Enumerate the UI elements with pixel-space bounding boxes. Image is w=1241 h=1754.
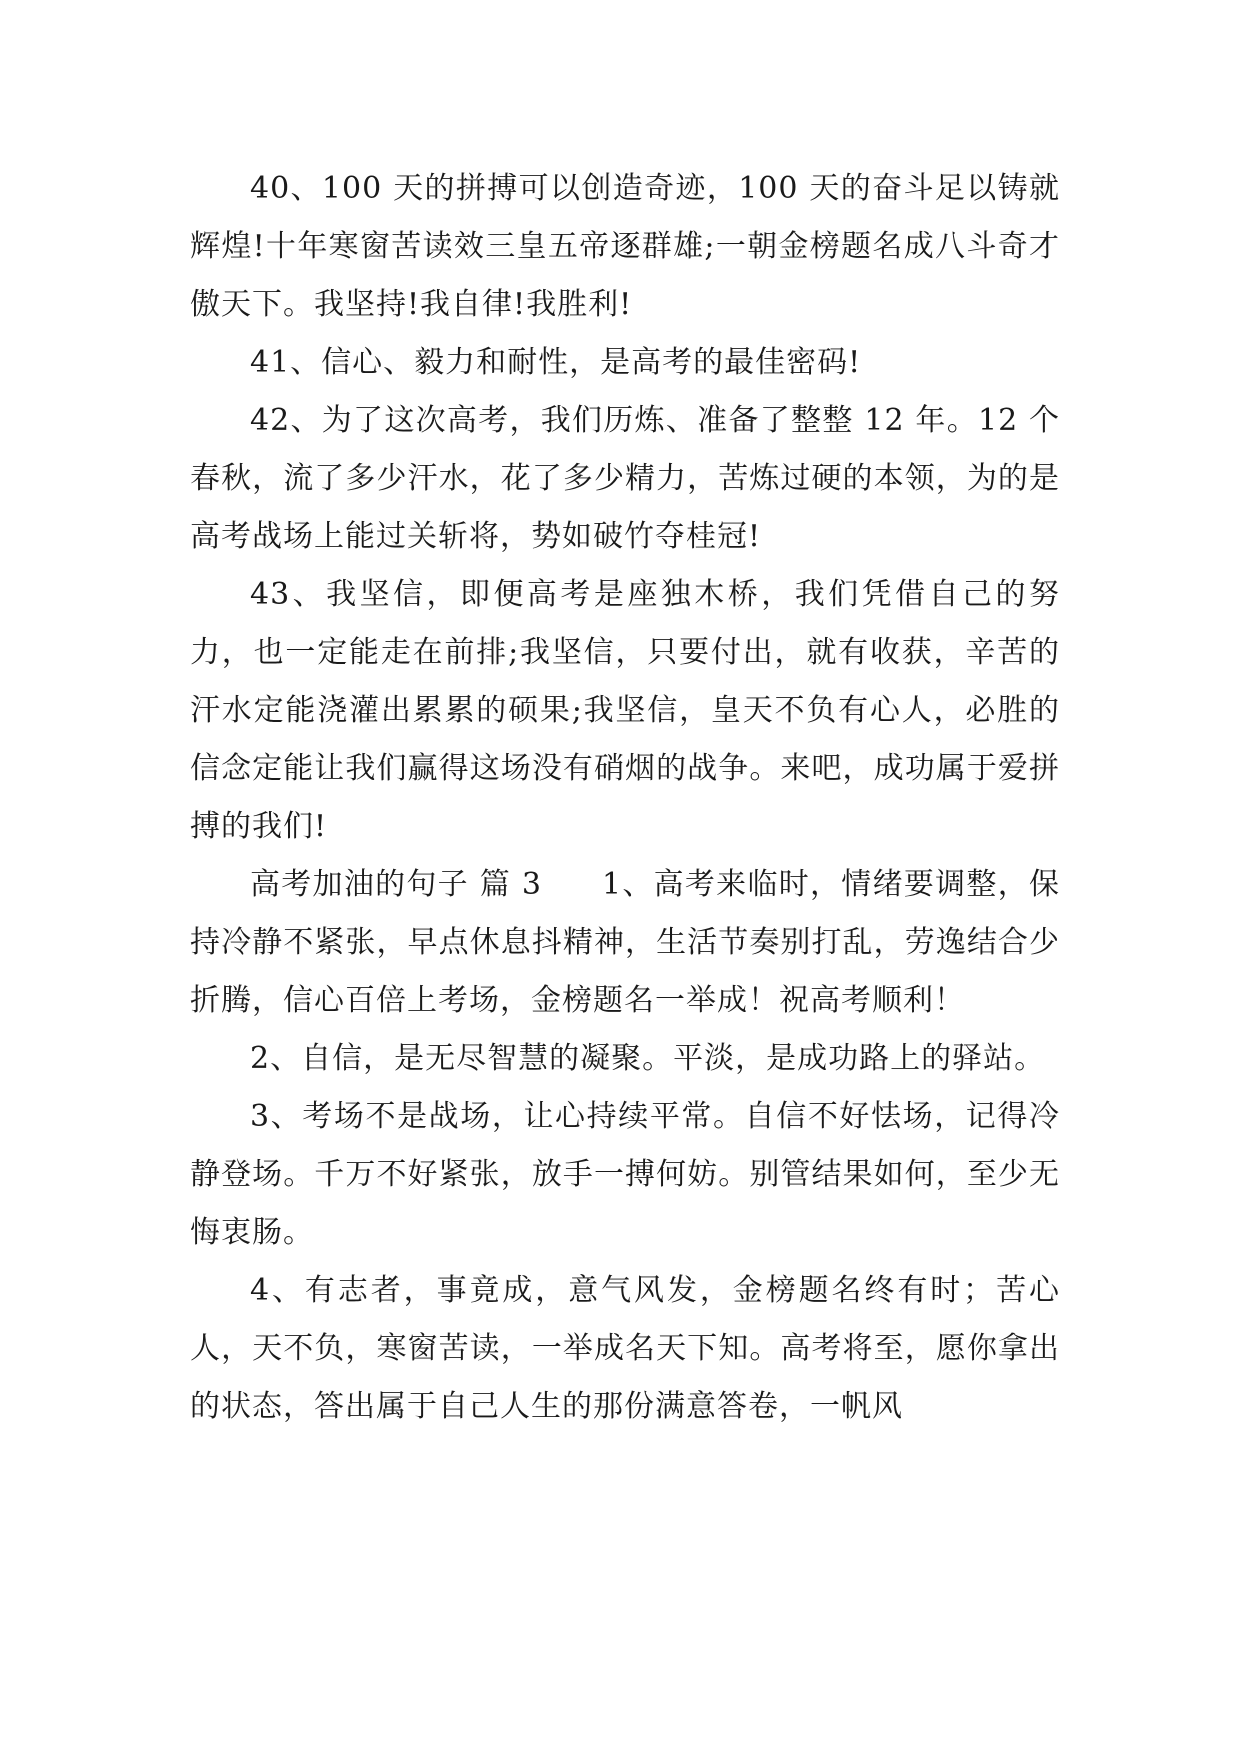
paragraph-42: 42、为了这次高考，我们历炼、准备了整整 12 年。12 个春秋，流了多少汗水，花了多少精力，苦炼过硬的本领，为的是高考战场上能过关斩将，势如破竹夺桂冠!: [190, 403, 1060, 554]
paragraph-40: 40、100 天的拼搏可以创造奇迹，100 天的奋斗足以铸就辉煌!十年寒窗苦读效三皇五帝逐群雄;一朝金榜题名成八斗奇才傲天下。我坚持!我自律!我胜利!: [190, 171, 1060, 322]
paragraph-2: 2、自信，是无尽智慧的凝聚。平淡，是成功路上的驿站。: [250, 1041, 1046, 1076]
paragraph-3: 3、考场不是战场，让心持续平常。自信不好怯场，记得冷静登场。千万不好紧张，放手一搏何妨。别管结果如何，至少无悔衷肠。: [190, 1099, 1060, 1250]
paragraph-43: 43、我坚信，即便高考是座独木桥，我们凭借自己的努力，也一定能走在前排;我坚信，只要付出，就有收获，辛苦的汗水定能浇灌出累累的硕果;我坚信，皇天不负有心人，必胜的信念定能让我们赢得这场没有硝烟的战争。来吧，成功属于爱拼搏的我们!: [190, 577, 1060, 844]
paragraph-4: 4、有志者，事竟成，意气风发，金榜题名终有时；苦心人，天不负，寒窗苦读，一举成名天下知。高考将至，愿你拿出的状态，答出属于自己人生的那份满意答卷，一帆风: [190, 1273, 1060, 1424]
paragraph-41: 41、信心、毅力和耐性，是高考的最佳密码!: [250, 345, 862, 380]
section-heading-paragraph: [190, 856, 1060, 1030]
section-heading: 高考加油的句子 篇 3: [250, 867, 542, 902]
document-body: [190, 160, 1060, 1436]
section-first-item: 1、高考来临时，情绪要调整，保持冷静不紧张，早点休息抖精神，生活节奏别打乱，劳逸结合少折腾，信心百倍上考场，金榜题名一举成！祝高考顺利！: [190, 867, 1060, 1018]
